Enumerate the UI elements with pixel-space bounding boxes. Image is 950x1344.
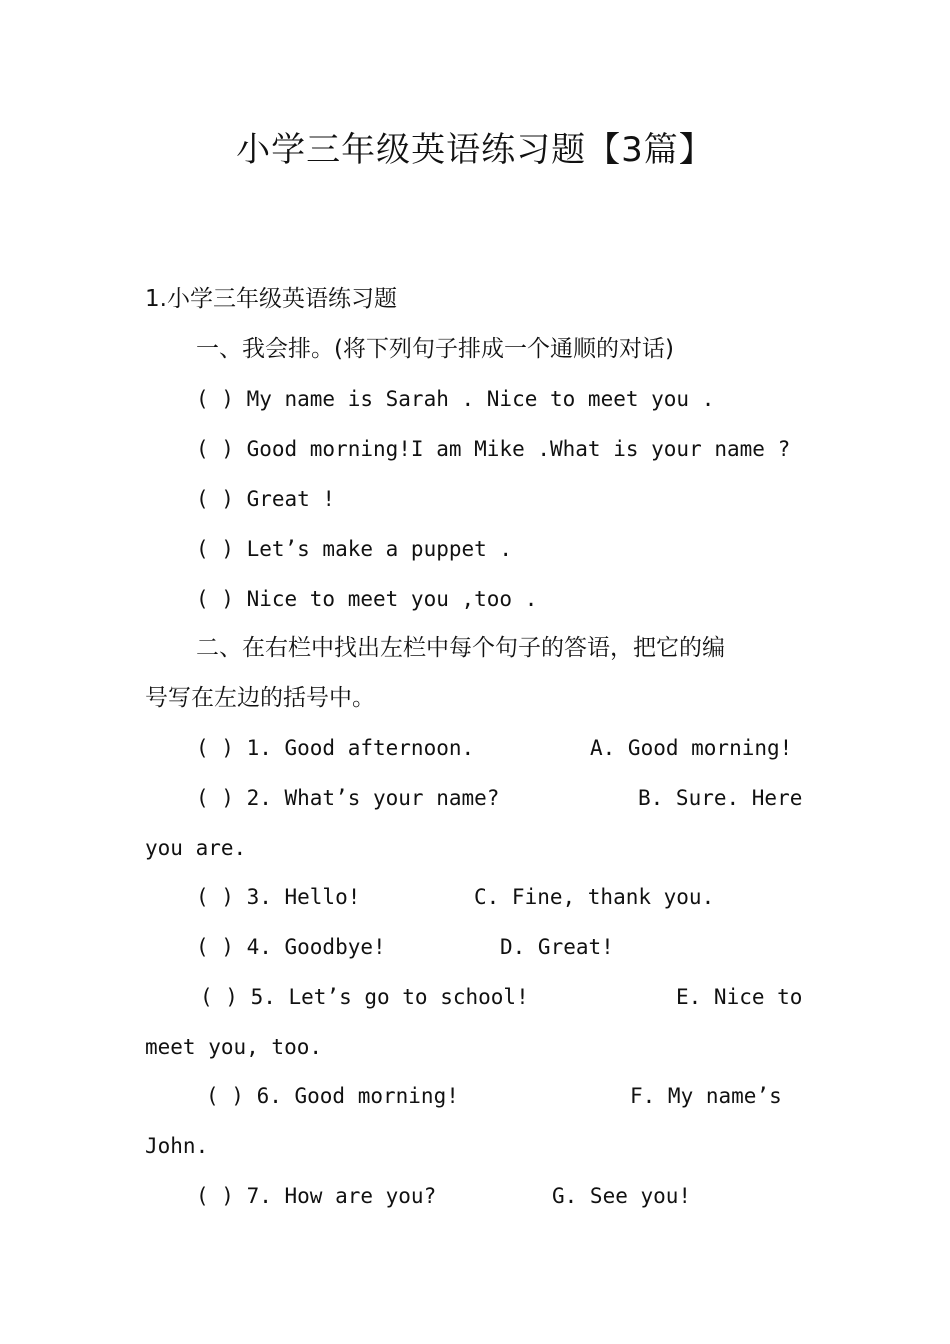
part1-item: ( ) Nice to meet you ,too . bbox=[196, 587, 538, 611]
match-right-wrap: John. bbox=[145, 1134, 209, 1158]
match-right-wrap: meet you, too. bbox=[145, 1035, 323, 1059]
match-right: E. Nice to bbox=[676, 985, 803, 1009]
match-left: ( ) 7. How are you? bbox=[196, 1184, 437, 1208]
part2-instruction-line1: 二、在右栏中找出左栏中每个句子的答语，把它的编 bbox=[196, 635, 725, 661]
document-title: 小学三年级英语练习题【3篇】 bbox=[236, 130, 714, 170]
section-heading: 1.小学三年级英语练习题 bbox=[145, 286, 397, 312]
match-right: G. See you! bbox=[552, 1184, 692, 1208]
part1-item: ( ) My name is Sarah . Nice to meet you . bbox=[196, 387, 715, 411]
match-right: A. Good morning! bbox=[590, 736, 793, 760]
match-right-wrap: you are. bbox=[145, 836, 247, 860]
match-left: ( ) 6. Good morning! bbox=[206, 1084, 459, 1108]
match-left: ( ) 1. Good afternoon. bbox=[196, 736, 475, 760]
match-right: C. Fine, thank you. bbox=[474, 885, 715, 909]
match-left: ( ) 3. Hello! bbox=[196, 885, 361, 909]
part1-item: ( ) Let’s make a puppet . bbox=[196, 537, 513, 561]
match-right: F. My name’s bbox=[630, 1084, 782, 1108]
part1-item: ( ) Great ! bbox=[196, 487, 336, 511]
part1-item: ( ) Good morning!I am Mike .What is your name ? bbox=[196, 437, 791, 461]
match-left: ( ) 2. What’s your name? bbox=[196, 786, 500, 810]
part1-instruction: 一、我会排。(将下列句子排成一个通顺的对话) bbox=[196, 336, 674, 362]
match-left: ( ) 4. Goodbye! bbox=[196, 935, 386, 959]
match-left: ( ) 5. Let’s go to school! bbox=[200, 985, 529, 1009]
match-right: B. Sure. Here bbox=[638, 786, 803, 810]
match-right: D. Great! bbox=[500, 935, 614, 959]
part2-instruction-line2: 号写在左边的括号中。 bbox=[145, 685, 375, 711]
